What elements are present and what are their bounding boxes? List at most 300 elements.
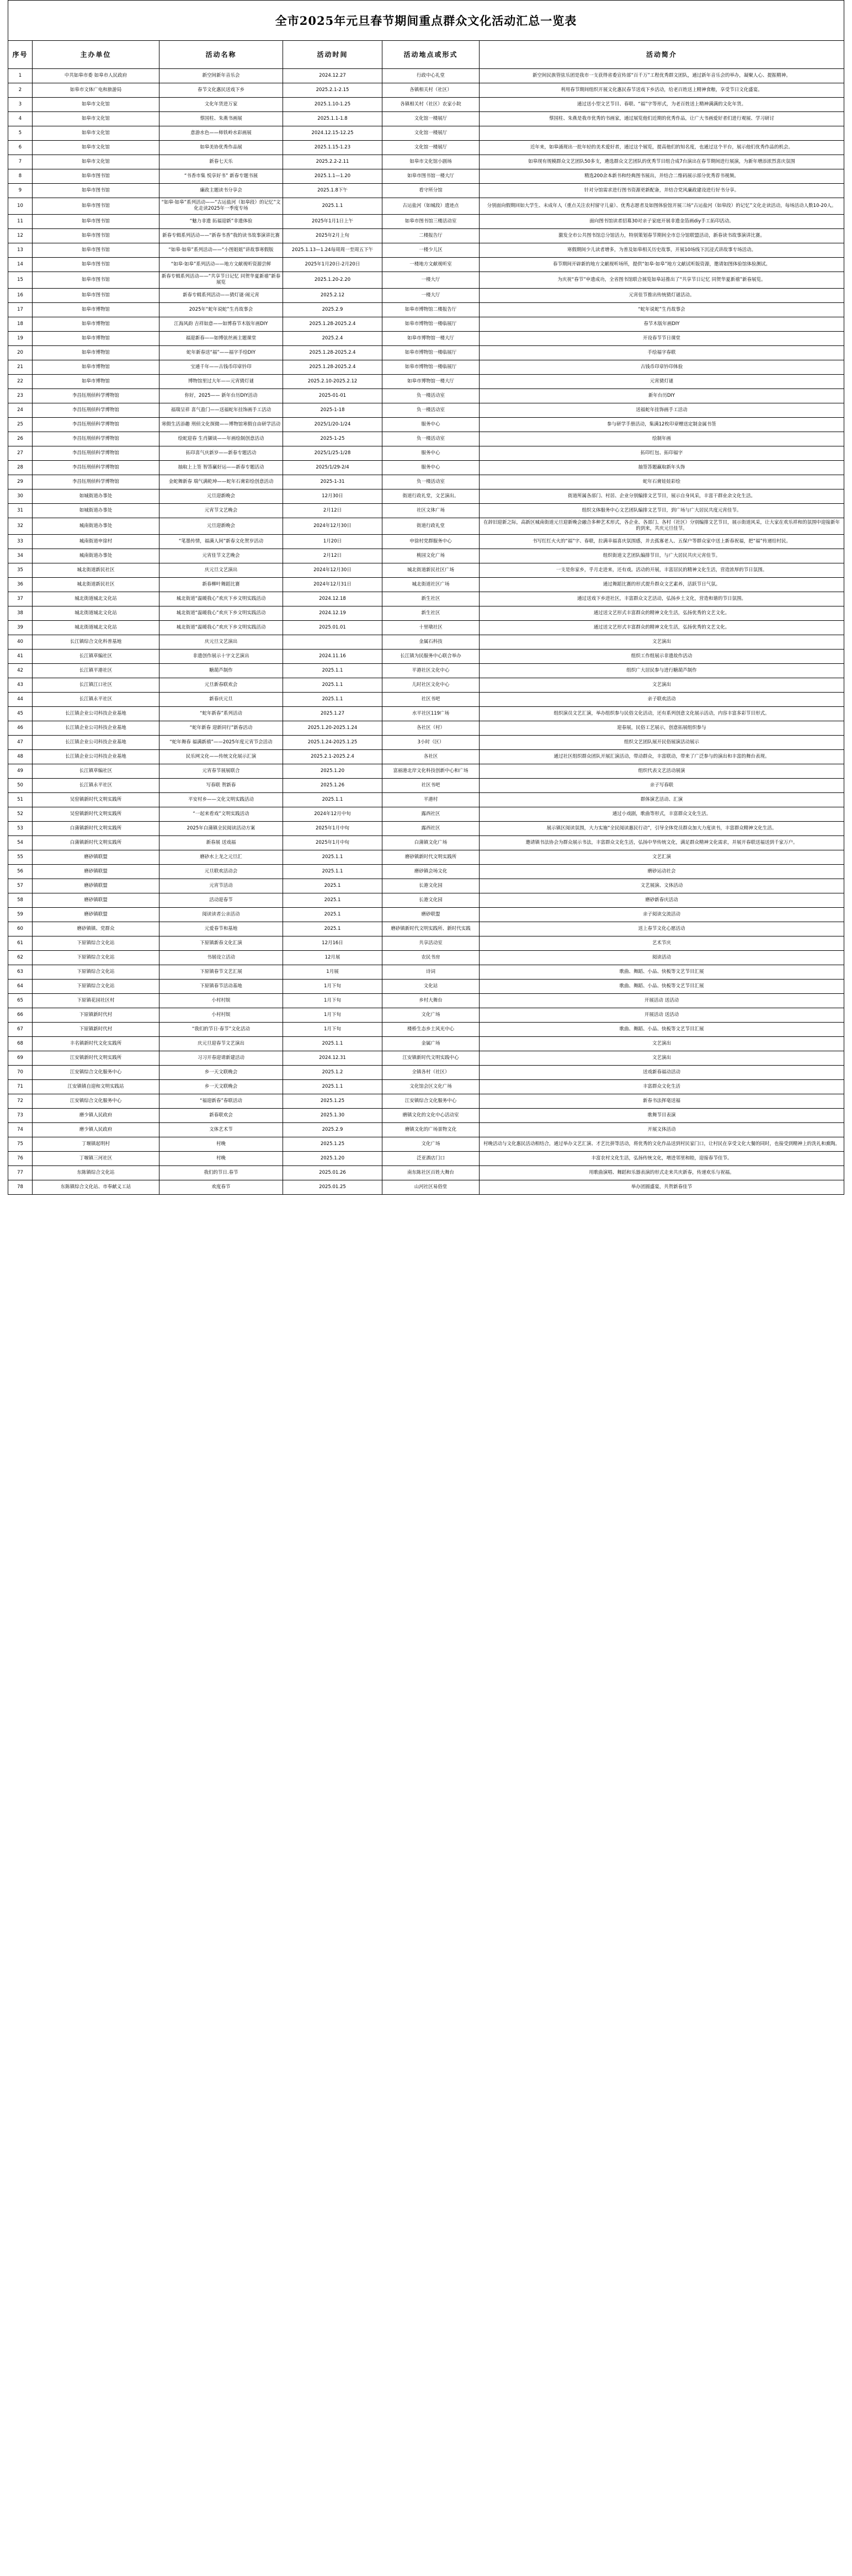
- cell-location: 文化馆一楼展厅: [382, 112, 480, 126]
- cell-location: 如皋市图书馆三楼活动室: [382, 214, 480, 228]
- cell-location: 文化馆一楼展厅: [382, 126, 480, 141]
- table-row: [8, 446, 844, 460]
- table-row: [8, 417, 844, 432]
- cell-description: 精选200余本新书和经典图书展出，并结合二维码展示部分优秀荐书视频。: [480, 169, 844, 184]
- table-row: [8, 549, 844, 563]
- cell-description: 书写红红火火的“福”字、春联，拉满幸福喜庆氛围感，并去孤寡老人、五保户等群众家中送上新春祝福，把“福”传递给村民。: [480, 534, 844, 549]
- cell-index: 12: [8, 228, 33, 243]
- cell-index: 45: [8, 706, 33, 721]
- cell-activity-name: “书香市集 悦享好书” 新春专题书展: [159, 169, 283, 184]
- cell-index: 5: [8, 126, 33, 141]
- cell-index: 64: [8, 979, 33, 993]
- cell-description: 组织文体服务中心文艺团队编排文艺节目，到广场与广大居民共度元宵佳节。: [480, 503, 844, 518]
- cell-organizer: 如皋市博物馆: [33, 302, 159, 317]
- cell-organizer: 磨少镇人民政府: [33, 1108, 159, 1122]
- table-row: [8, 950, 844, 965]
- cell-activity-time: 2025-01-01: [283, 388, 382, 403]
- cell-activity-time: [283, 635, 382, 649]
- cell-activity-time: 2025.2.2-2.11: [283, 155, 382, 169]
- cell-location: 如皋市博物馆一楼大厅: [382, 374, 480, 388]
- cell-location: 负一楼活动室: [382, 432, 480, 446]
- cell-activity-name: 下原镇春节文艺汇展: [159, 965, 283, 979]
- cell-description: 文艺演出: [480, 635, 844, 649]
- cell-index: 29: [8, 475, 33, 489]
- cell-organizer: 如皋市博物馆: [33, 374, 159, 388]
- cell-activity-name: 乡一天文联晚会: [159, 1065, 283, 1079]
- cell-activity-time: 2025.1.1-1.8: [283, 112, 382, 126]
- cell-index: 25: [8, 417, 33, 432]
- cell-activity-time: 2024年12月30日: [283, 518, 382, 534]
- table-header: [8, 41, 844, 69]
- cell-activity-time: 2025/1/29-2/4: [283, 460, 382, 475]
- cell-organizer: 磨砂镇镇、党群众: [33, 922, 159, 936]
- cell-activity-name: 如皋美协优秀作品展: [159, 141, 283, 155]
- table-row: [8, 663, 844, 678]
- cell-activity-name: 元宵节活动: [159, 879, 283, 893]
- cell-organizer: 城南街道办事处: [33, 549, 159, 563]
- cell-activity-name: “如皋·如皋”系列活动——地方文献视听资源尝鲜: [159, 257, 283, 272]
- cell-description: 组织文艺团队展开民俗展演活动展示: [480, 735, 844, 749]
- cell-activity-name: 村晚: [159, 1137, 283, 1151]
- table-row: [8, 83, 844, 98]
- cell-description: 利用春节期间组织开展文化惠民春节送戏下乡活动，给老百姓送上精神食粮，享受节日文化盛宴。: [480, 83, 844, 98]
- cell-description: 文艺演出: [480, 1051, 844, 1065]
- cell-organizer: 城南街道办事处: [33, 518, 159, 534]
- cell-location: 一楼少儿区: [382, 243, 480, 257]
- cell-index: 30: [8, 489, 33, 503]
- cell-index: 13: [8, 243, 33, 257]
- cell-description: 歌舞节目表演: [480, 1108, 844, 1122]
- cell-description: 歌曲、舞蹈、小品、快板等文艺节目汇展: [480, 979, 844, 993]
- cell-index: 36: [8, 577, 33, 592]
- cell-activity-name: 新春专辑系列活动——“共享节日记忆 同贺华夏新禧”新春展览: [159, 272, 283, 288]
- table-row: [8, 893, 844, 907]
- cell-activity-time: 2025.01.26: [283, 1165, 382, 1180]
- cell-activity-name: 廉政主题读书分享会: [159, 184, 283, 198]
- cell-description: 组织代表文艺活动展演: [480, 764, 844, 778]
- cell-location: 如皋市博物馆一楼临展厅: [382, 345, 480, 360]
- cell-index: 39: [8, 620, 33, 635]
- cell-activity-name: “如皋·如皋”系列活动——“古运盐河（如皋段）的记忆”文化走读2025年一季度专场: [159, 198, 283, 215]
- cell-index: 72: [8, 1094, 33, 1108]
- cell-activity-time: 2025.1.15-1.23: [283, 141, 382, 155]
- cell-location: 社区文体广场: [382, 503, 480, 518]
- cell-activity-name: 2025年白蒲镇全民阅读活动方案: [159, 821, 283, 835]
- cell-index: 59: [8, 907, 33, 922]
- cell-activity-time: 2025-1-18: [283, 403, 382, 417]
- header-row: [8, 41, 844, 69]
- cell-activity-name: 春节文化惠民送戏下乡: [159, 83, 283, 98]
- cell-location: 长港文化园: [382, 879, 480, 893]
- cell-index: 24: [8, 403, 33, 417]
- cell-index: 77: [8, 1165, 33, 1180]
- cell-activity-time: 2025.1.28-2025.2.4: [283, 317, 382, 331]
- cell-description: 组织街道文艺团队编排节目，与广大居民共庆元宵佳节。: [480, 549, 844, 563]
- table-row: [8, 169, 844, 184]
- cell-location: 街道行政礼堂，文艺演出。: [382, 489, 480, 503]
- cell-description: 春节期间开辟新的地方文献视听场所，提供“如皋·如皋”地方文献试听版资源，邀请如图体验馆体验测试。: [480, 257, 844, 272]
- cell-location: 露西社区: [382, 821, 480, 835]
- table-row: [8, 563, 844, 577]
- cell-index: 62: [8, 950, 33, 965]
- cell-activity-time: 2025.2.12: [283, 288, 382, 302]
- cell-activity-time: 2025.1.26: [283, 778, 382, 792]
- table-row: [8, 979, 844, 993]
- cell-activity-time: 2025年1月1日上午: [283, 214, 382, 228]
- cell-organizer: 下原镇新时代村: [33, 1022, 159, 1036]
- cell-index: 70: [8, 1065, 33, 1079]
- cell-description: 一支是你家乡，乎月走进来，还有戏。活动的开展，丰富居民的精神文化生活，营造浓厚的节日氛围。: [480, 563, 844, 577]
- cell-organizer: 如皋市博物馆: [33, 331, 159, 345]
- table-row: [8, 749, 844, 764]
- cell-index: 53: [8, 821, 33, 835]
- cell-activity-time: 2025.1.20-2.20: [283, 272, 382, 288]
- table-row: [8, 331, 844, 345]
- cell-organizer: 如皋市博物馆: [33, 360, 159, 374]
- cell-location: 一楼大厅: [382, 288, 480, 302]
- cell-description: “蛇年说蛇”生肖故事会: [480, 302, 844, 317]
- table-row: [8, 1137, 844, 1151]
- cell-organizer: 如皋市图书馆: [33, 198, 159, 215]
- cell-organizer: 白蒲镇新时代文明实践所: [33, 835, 159, 850]
- cell-organizer: 如皋市文化馆: [33, 112, 159, 126]
- cell-activity-name: 元宵春节展展联合: [159, 764, 283, 778]
- cell-activity-time: 2025年1月20日-2月20日: [283, 257, 382, 272]
- cell-description: 文艺演出: [480, 678, 844, 692]
- cell-activity-time: 2024.12.18: [283, 592, 382, 606]
- cell-index: 11: [8, 214, 33, 228]
- cell-index: 33: [8, 534, 33, 549]
- cell-index: 69: [8, 1051, 33, 1065]
- table-row: [8, 1051, 844, 1065]
- cell-description: 参与研学手册活动，集满12枚印章赠送定制金属书签: [480, 417, 844, 432]
- cell-activity-name: 新春七天乐: [159, 155, 283, 169]
- table-row: [8, 792, 844, 807]
- cell-description: 送福蛇年挂饰画手工活动: [480, 403, 844, 417]
- cell-activity-name: 阅读读者公亲活动: [159, 907, 283, 922]
- table-row: [8, 184, 844, 198]
- cell-activity-time: 2025.1.10-1.25: [283, 98, 382, 112]
- cell-activity-time: 2025年1月中旬: [283, 835, 382, 850]
- cell-organizer: 如皋市文化馆: [33, 98, 159, 112]
- cell-description: 新年台历DIY: [480, 388, 844, 403]
- cell-activity-time: 2025.2.10-2025.2.12: [283, 374, 382, 388]
- cell-activity-time: 1月下旬: [283, 993, 382, 1008]
- cell-activity-name: 新春展 送戏福: [159, 835, 283, 850]
- cell-activity-time: 1月20日: [283, 534, 382, 549]
- cell-location: 富丽港北岸文化科技创新中心和广场: [382, 764, 480, 778]
- cell-location: 如皋市博物馆二楼报告厅: [382, 302, 480, 317]
- cell-activity-time: 2025年1月中旬: [283, 821, 382, 835]
- cell-activity-name: 小村村娱: [159, 1008, 283, 1022]
- cell-activity-name: 福瑞呈祥 喜气盈门——送福蛇年挂饰画手工活动: [159, 403, 283, 417]
- cell-index: 52: [8, 807, 33, 821]
- table-row: [8, 1079, 844, 1094]
- cell-activity-name: 村晚: [159, 1151, 283, 1165]
- table-row: [8, 155, 844, 169]
- cell-description: 邀请镇书法协会为群众展示书法，丰富群众文化生活，弘扬中华传统文化，满足群众精神文化需求，并展开春联送福送到千家万户。: [480, 835, 844, 850]
- cell-activity-time: 2025.1.1: [283, 792, 382, 807]
- cell-location: 山河社区易俗堂: [382, 1180, 480, 1194]
- cell-activity-time: 2025.1: [283, 893, 382, 907]
- cell-index: 78: [8, 1180, 33, 1194]
- cell-activity-time: 12月16日: [283, 936, 382, 950]
- cell-organizer: 长江镇企业公司科技企业基地: [33, 706, 159, 721]
- table-row: [8, 475, 844, 489]
- column-header-organizer: 主办单位: [33, 41, 159, 69]
- cell-activity-time: 1月展: [283, 965, 382, 979]
- cell-index: 40: [8, 635, 33, 649]
- cell-activity-name: 磨砂水上龙之元旦汇: [159, 850, 283, 864]
- cell-location: 如皋市博物馆一楼临展厅: [382, 317, 480, 331]
- cell-organizer: 下原镇综合文化站: [33, 979, 159, 993]
- cell-index: 71: [8, 1079, 33, 1094]
- cell-description: 新春书法挥毫送福: [480, 1094, 844, 1108]
- cell-organizer: 李昌钰刑侦科学博物馆: [33, 417, 159, 432]
- cell-organizer: 江安镇新时代文明实践所: [33, 1051, 159, 1065]
- cell-description: 丰富群众文化生活: [480, 1079, 844, 1094]
- table-row: [8, 879, 844, 893]
- column-header-activity-time: 活动时间: [283, 41, 382, 69]
- cell-index: 75: [8, 1137, 33, 1151]
- column-header-activity-name: 活动名称: [159, 41, 283, 69]
- cell-description: 通过送戏下乡进社区，丰富群众文艺活动，弘扬乡土文化，营造和谐的节日氛围。: [480, 592, 844, 606]
- cell-location: 十里墩社区: [382, 620, 480, 635]
- table-row: [8, 592, 844, 606]
- cell-index: 42: [8, 663, 33, 678]
- cell-activity-time: 2025/1/25-1/28: [283, 446, 382, 460]
- cell-index: 7: [8, 155, 33, 169]
- cell-description: 开展文体活动: [480, 1122, 844, 1137]
- cell-organizer: 丁堰镇三河社区: [33, 1151, 159, 1165]
- table-row: [8, 460, 844, 475]
- column-header-description: 活动简介: [480, 41, 844, 69]
- cell-description: 用歌曲演唱、舞蹈和乐器表演的形式走来共庆新春，传递欢乐与祝福。: [480, 1165, 844, 1180]
- cell-index: 10: [8, 198, 33, 215]
- cell-organizer: 如皋市文化馆: [33, 141, 159, 155]
- cell-location: 服务中心: [382, 417, 480, 432]
- cell-organizer: 江安镇综合文化服务中心: [33, 1094, 159, 1108]
- cell-activity-time: 1月下旬: [283, 1022, 382, 1036]
- table-row: [8, 778, 844, 792]
- cell-organizer: 磨砂镇联盟: [33, 864, 159, 879]
- cell-activity-name: 庆元旦文艺演出: [159, 563, 283, 577]
- cell-activity-time: 2025.1.1—1.20: [283, 169, 382, 184]
- table-row: [8, 243, 844, 257]
- cell-activity-name: “福迎新春”春联活动: [159, 1094, 283, 1108]
- table-row: [8, 850, 844, 864]
- cell-activity-name: 寒假生活添趣 刑侦文化探微——博物馆寒假自由研学活动: [159, 417, 283, 432]
- cell-organizer: 如皋市图书馆: [33, 228, 159, 243]
- cell-description: 新空间民族管弦乐团是我市一支获得省委宣传部“百千万”工程优秀群文团队，通过新年音乐会的举办，凝聚人心、提振精神。: [480, 69, 844, 83]
- cell-organizer: 长江镇永平社区: [33, 692, 159, 706]
- cell-index: 58: [8, 893, 33, 907]
- cell-activity-time: 2025.1.1: [283, 678, 382, 692]
- table-row: [8, 692, 844, 706]
- cell-organizer: 如皋市博物馆: [33, 317, 159, 331]
- cell-organizer: 长江镇企业公司科技企业基地: [33, 721, 159, 735]
- cell-location: 磨砂镇会场文化: [382, 864, 480, 879]
- table-row: [8, 835, 844, 850]
- cell-organizer: 如城街道办事处: [33, 503, 159, 518]
- cell-organizer: 城北街道新民社区: [33, 577, 159, 592]
- cell-organizer: 磨砂镇联盟: [33, 893, 159, 907]
- table-row: [8, 735, 844, 749]
- cell-description: 通过舞蹈比赛的形式提升群众文艺素养，活跃节日气氛。: [480, 577, 844, 592]
- cell-organizer: 如皋市文化馆: [33, 126, 159, 141]
- cell-activity-name: 元宵佳节文艺晚会: [159, 549, 283, 563]
- cell-activity-time: 2024.12.27: [283, 69, 382, 83]
- table-row: [8, 112, 844, 126]
- cell-activity-time: 2024年12月31日: [283, 577, 382, 592]
- cell-location: 如皋市博物馆一楼临展厅: [382, 360, 480, 374]
- cell-activity-time: 2025.2.4: [283, 331, 382, 345]
- cell-description: 丰富农村文化生活，弘扬传统文化，增进邻里和睦，迎接春节佳节。: [480, 1151, 844, 1165]
- cell-description: 通过小戏剧，歌曲等形式，丰富群众文化生活。: [480, 807, 844, 821]
- cell-index: 73: [8, 1108, 33, 1122]
- table-row: [8, 1151, 844, 1165]
- cell-activity-time: 2025.1.30: [283, 1108, 382, 1122]
- cell-description: 拓印红包、拓印福字: [480, 446, 844, 460]
- cell-activity-name: 小村村娱: [159, 993, 283, 1008]
- cell-description: 面向图书馆读者招募30对亲子家庭开展非遗金箔画diy手工拓印活动。: [480, 214, 844, 228]
- table-row: [8, 98, 844, 112]
- cell-location: 长江镇为民服务中心联合举办: [382, 649, 480, 663]
- cell-location: 白蒲镇文化广场: [382, 835, 480, 850]
- cell-activity-name: 新春庆元旦: [159, 692, 283, 706]
- cell-description: 歌曲、舞蹈、小品、快板等文艺节目汇展: [480, 1022, 844, 1036]
- cell-description: 文艺汇演: [480, 850, 844, 864]
- cell-description: 街道所属各部门、村居、企业分别编排文艺节目，展示自身风采，丰富干群业余文化生活。: [480, 489, 844, 503]
- cell-index: 31: [8, 503, 33, 518]
- cell-organizer: 李昌钰刑侦科学博物馆: [33, 460, 159, 475]
- cell-index: 28: [8, 460, 33, 475]
- cell-index: 63: [8, 965, 33, 979]
- cell-organizer: 长江镇永平社区: [33, 778, 159, 792]
- table-row: [8, 214, 844, 228]
- cell-activity-name: 蔡国柱、朱燕书画展: [159, 112, 283, 126]
- cell-location: 新生社区: [382, 606, 480, 620]
- cell-description: 绘制年画: [480, 432, 844, 446]
- cell-index: 6: [8, 141, 33, 155]
- cell-activity-time: 2025.1.13—1.24每周周一至周五下午: [283, 243, 382, 257]
- cell-description: 春节木版年画DIY: [480, 317, 844, 331]
- cell-activity-name: 绘蛇迎春 生肖撷谈——年画绘制创意活动: [159, 432, 283, 446]
- table-row: [8, 1094, 844, 1108]
- cell-organizer: 中共如皋市委 如皋市人民政府: [33, 69, 159, 83]
- cell-index: 1: [8, 69, 33, 83]
- cell-index: 49: [8, 764, 33, 778]
- cell-location: 负一楼活动室: [382, 403, 480, 417]
- cell-activity-name: 糖葫芦制作: [159, 663, 283, 678]
- cell-activity-time: 1月下旬: [283, 1008, 382, 1022]
- cell-location: 如皋市博物馆一楼大厅: [382, 331, 480, 345]
- table-row: [8, 993, 844, 1008]
- cell-activity-time: 2025.2.1-2.15: [283, 83, 382, 98]
- cell-activity-time: 2025.1.1: [283, 663, 382, 678]
- document-title-band: [8, 0, 844, 40]
- cell-location: 文化站: [382, 979, 480, 993]
- cell-description: 如皋现有规模群众文艺团队50多支，遴选群众文艺团队的优秀节目组合成7台演出在春节期间进行展演，为新年增添浓烈喜庆氛围: [480, 155, 844, 169]
- cell-index: 27: [8, 446, 33, 460]
- cell-activity-time: 2025.01.01: [283, 620, 382, 635]
- cell-location: 平港村: [382, 792, 480, 807]
- cell-activity-time: 2月12日: [283, 503, 382, 518]
- cell-activity-name: “如皋·如皋”系列活动——“小图姐姐”讲故事寒假版: [159, 243, 283, 257]
- cell-description: 展示镇区阅读氛围，大力实施“全民阅读惠民行动”，引导全体党员群众加大力度读书，丰富群众精神文化生活。: [480, 821, 844, 835]
- cell-activity-name: 福迎新春——如博弦丝画主题课堂: [159, 331, 283, 345]
- cell-location: 新生社区: [382, 592, 480, 606]
- cell-activity-name: 写春联 贺新春: [159, 778, 283, 792]
- cell-organizer: 长江镇江口社区: [33, 678, 159, 692]
- cell-location: 如皋市图书馆一楼大厅: [382, 169, 480, 184]
- cell-index: 34: [8, 549, 33, 563]
- cell-activity-time: 2025.1.27: [283, 706, 382, 721]
- cell-organizer: 磨砂镇联盟: [33, 850, 159, 864]
- cell-organizer: 李昌钰刑侦科学博物馆: [33, 446, 159, 460]
- cell-organizer: 磨少镇人民政府: [33, 1122, 159, 1137]
- cell-organizer: 丁堰镇起明村: [33, 1137, 159, 1151]
- cell-description: 激发全市公共图书馆总分馆活力，特别策划春节期间全市总分馆联盟活动，新春读书故事演讲比赛。: [480, 228, 844, 243]
- cell-activity-name: 元旦联欢活动会: [159, 864, 283, 879]
- cell-description: 元宵猜灯谜: [480, 374, 844, 388]
- cell-index: 46: [8, 721, 33, 735]
- cell-description: 开展活动 送活动: [480, 1008, 844, 1022]
- cell-activity-name: 新空间新年音乐会: [159, 69, 283, 83]
- table-row: [8, 635, 844, 649]
- table-row: [8, 272, 844, 288]
- cell-index: 56: [8, 864, 33, 879]
- cell-index: 61: [8, 936, 33, 950]
- cell-location: 一楼地方文献视听室: [382, 257, 480, 272]
- cell-description: 开设春节节日课堂: [480, 331, 844, 345]
- cell-organizer: 长江镇草编社区: [33, 649, 159, 663]
- cell-location: 楼桥生态乡土风光中心: [382, 1022, 480, 1036]
- cell-location: 诗词: [382, 965, 480, 979]
- cell-organizer: 李昌钰刑侦科学博物馆: [33, 403, 159, 417]
- activities-table: [8, 40, 844, 1195]
- cell-index: 15: [8, 272, 33, 288]
- cell-index: 41: [8, 649, 33, 663]
- cell-index: 18: [8, 317, 33, 331]
- cell-location: 全镇各村（社区）: [382, 1065, 480, 1079]
- cell-location: 如皋市文化馆小剧场: [382, 155, 480, 169]
- cell-description: 歌曲、舞蹈、小品、快板等文艺节目汇展: [480, 965, 844, 979]
- table-row: [8, 69, 844, 83]
- table-row: [8, 141, 844, 155]
- cell-activity-time: 2025年2月上旬: [283, 228, 382, 243]
- cell-index: 19: [8, 331, 33, 345]
- cell-organizer: 下原镇新时代村: [33, 1008, 159, 1022]
- cell-organizer: 下原镇综合文化站: [33, 965, 159, 979]
- cell-activity-name: “一起来看戏”文明实践活动: [159, 807, 283, 821]
- cell-activity-time: 2024.11.16: [283, 649, 382, 663]
- cell-activity-name: 金蛇舞新春 瑞气满乾坤——蛇年石膏彩绘创意活动: [159, 475, 283, 489]
- cell-activity-name: 城北街道“温暖我心”欢庆下乡文明实践活动: [159, 606, 283, 620]
- cell-activity-name: 你好，2025—— 新年台历DIY活动: [159, 388, 283, 403]
- cell-description: 组织广大居民参与进行糖葫芦制作: [480, 663, 844, 678]
- cell-index: 44: [8, 692, 33, 706]
- cell-activity-time: 2025.1.1: [283, 850, 382, 864]
- cell-activity-time: 2025.1.1: [283, 864, 382, 879]
- cell-activity-time: 2025.01.25: [283, 1180, 382, 1194]
- table-row: [8, 922, 844, 936]
- cell-activity-time: 2025.1: [283, 922, 382, 936]
- cell-activity-name: 城北街道“温暖我心”欢庆下乡文明实践活动: [159, 592, 283, 606]
- cell-organizer: 李昌钰刑侦科学博物馆: [33, 475, 159, 489]
- cell-location: 金属石科技: [382, 635, 480, 649]
- table-row: [8, 534, 844, 549]
